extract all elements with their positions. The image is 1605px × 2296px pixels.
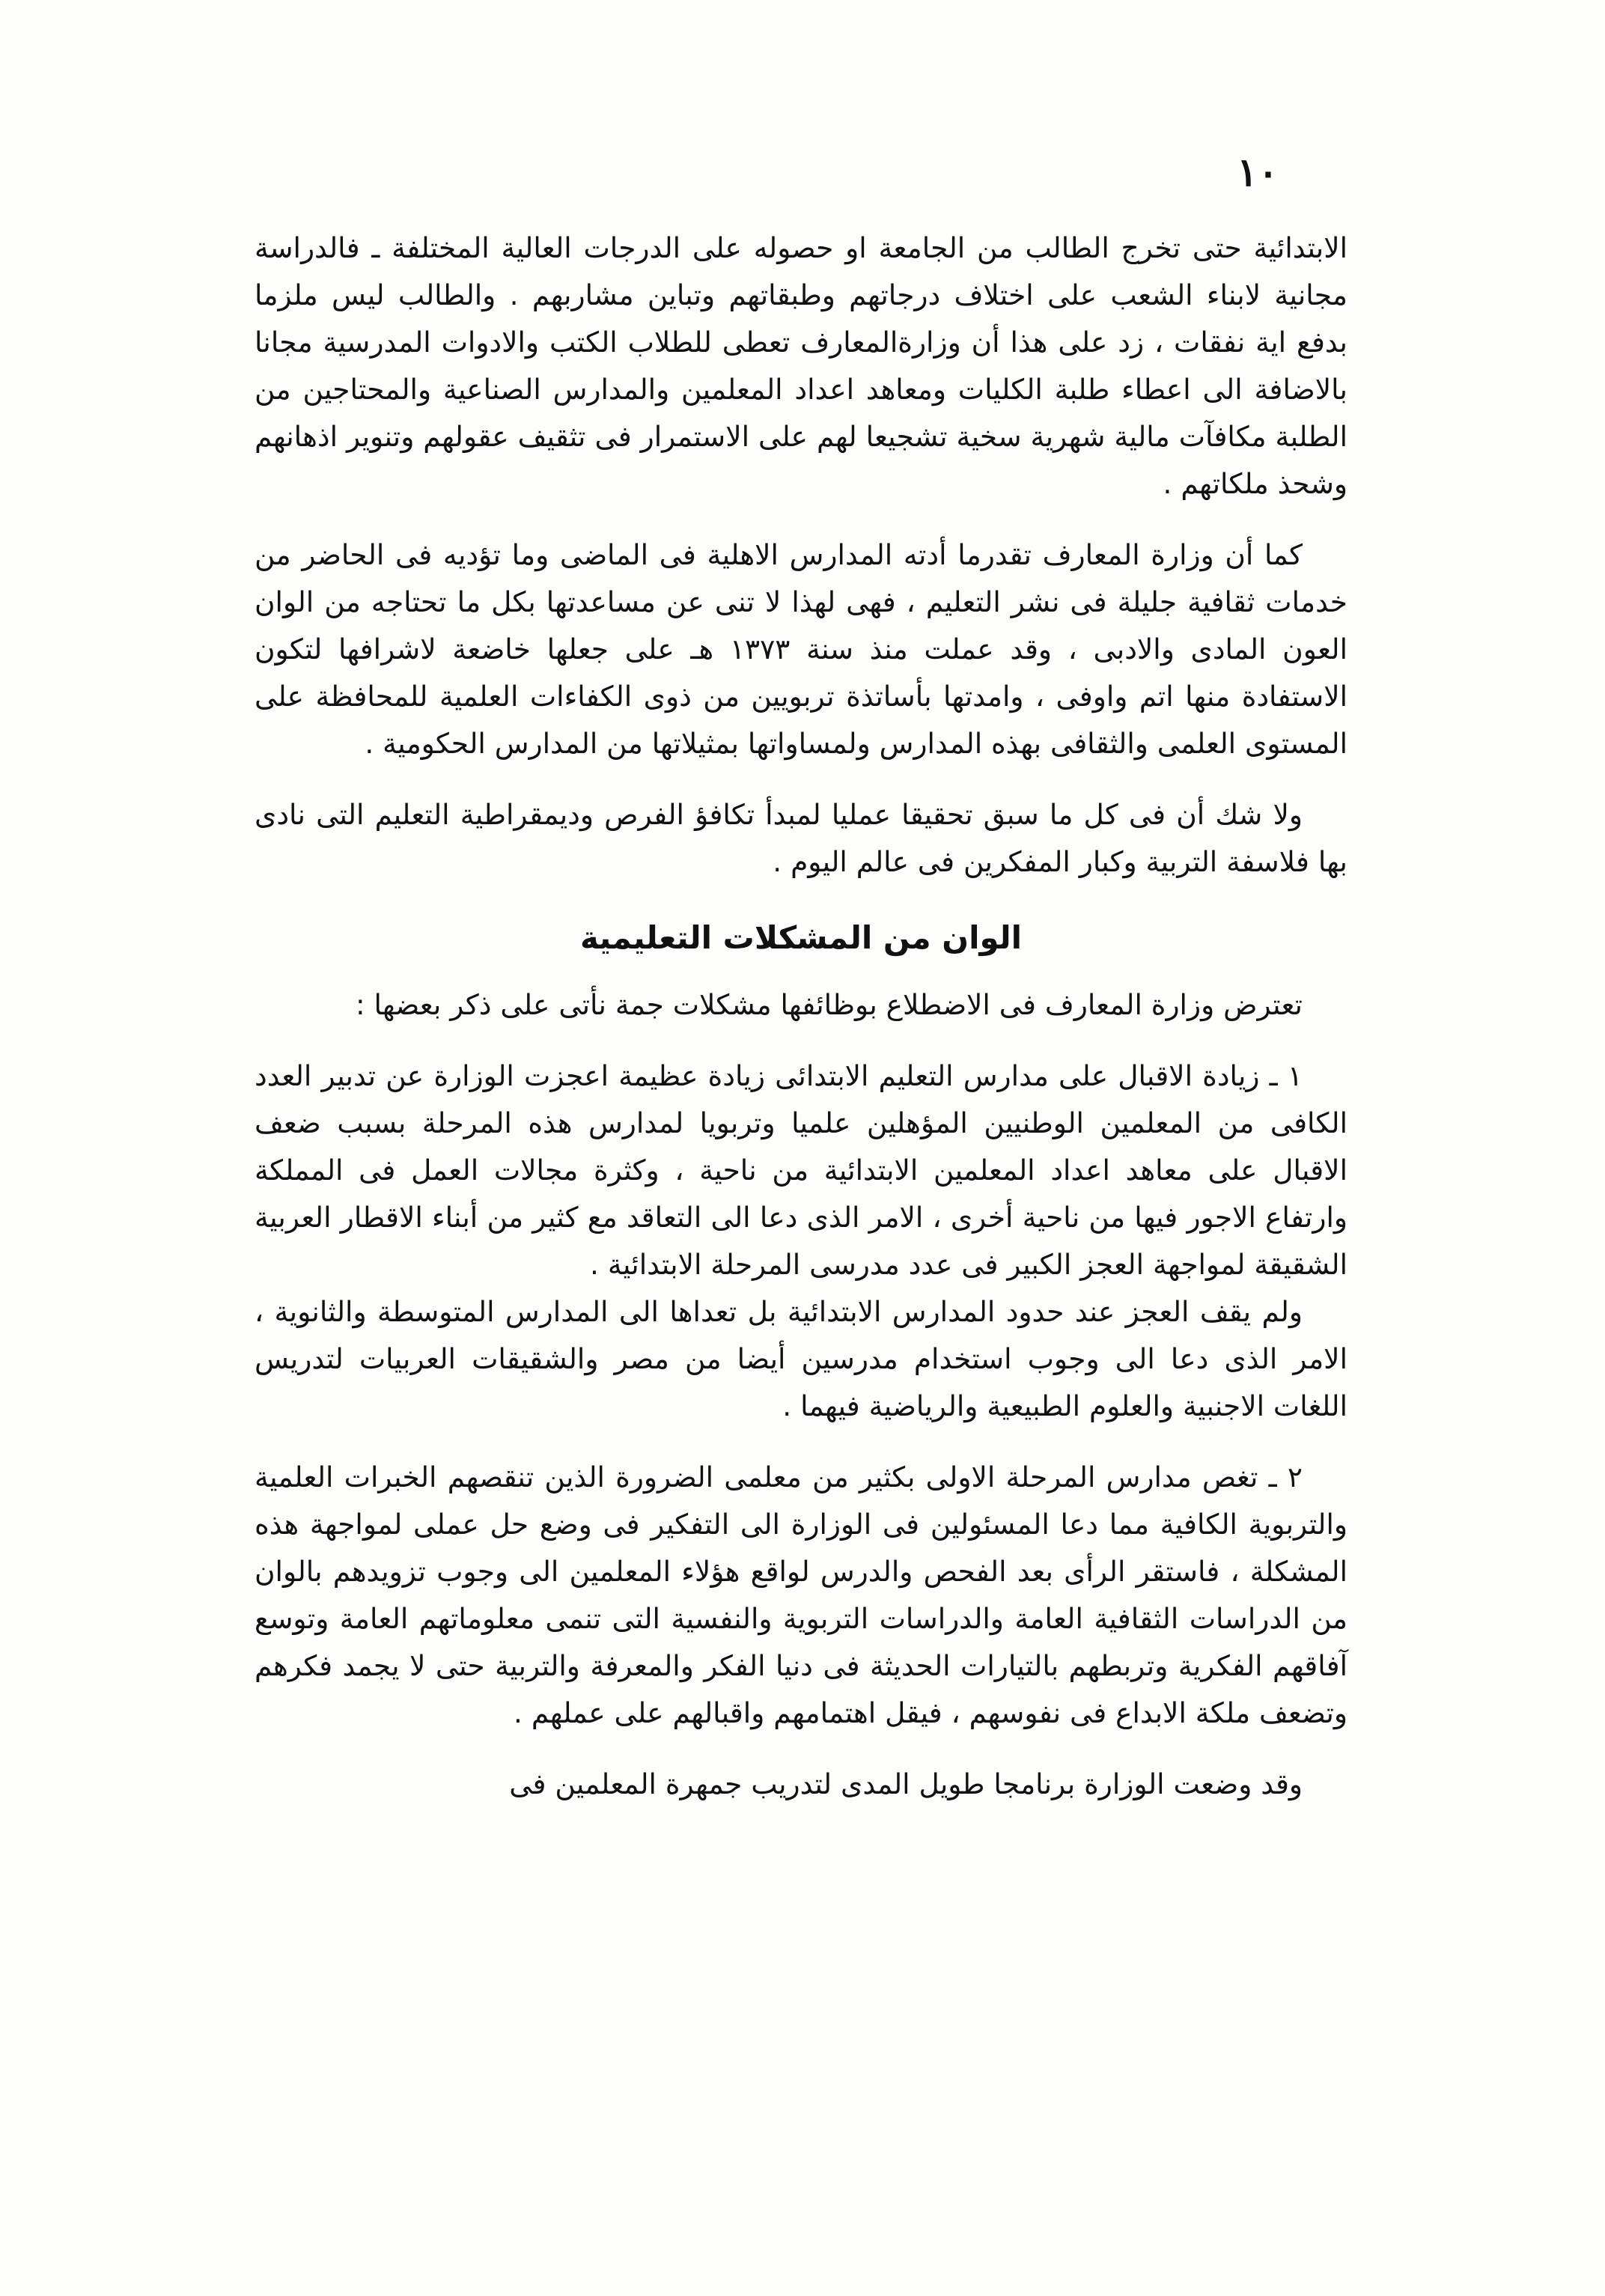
paragraph-problem-1: ١ ـ زيادة الاقبال على مدارس التعليم الابتدائى زيادة عظيمة اعجزت الوزارة عن تدبير العدد الكافى من المعلمين الوطنيين المؤهلين علميا وتربويا لمدارس هذه المرحلة بسبب ضعف الاقبال على معاهد اعداد المعلمين الابتدائية من ناحية ، وكثرة مجالات العمل فى المملكة وارتفاع الاجور فيها من ناحية أخرى ، الامر الذى دعا الى التعاقد مع كثير من أبناء الاقطار العربية الشقيقة لمواجهة العجز الكبير فى عدد مدرسى المرحلة الابتدائية . (255, 1059, 1347, 1281)
page-number: ١٠ (1237, 150, 1279, 195)
paragraph-equal-opportunity: ولا شك أن فى كل ما سبق تحقيقا عمليا لمبدأ تكافؤ الفرص وديمقراطية التعليم التى نادى بها فلاسفة التربية وكبار المفكرين فى عالم اليوم . (255, 798, 1347, 878)
paragraph-problem-2: ٢ ـ تغص مدارس المرحلة الاولى بكثير من معلمى الضرورة الذين تنقصهم الخبرات العلمية والتربوية الكافية مما دعا المسئولين فى الوزارة الى التفكير فى وضع حل عملى لمواجهة هذه المشكلة ، فاستقر الرأى بعد الفحص والدرس لواقع هؤلاء المعلمين الى وجوب تزويدهم بالوان من الدراسات الثقافية العامة والدراسات التربوية والنفسية التى تنمى معلوماتهم العامة وتوسع آفاقهم الفكرية وتربطهم بالتيارات الحديثة فى دنيا الفكر والمعرفة والتربية حتى لا يجمد فكرهم وتضعف ملكة الابداع فى نفوسهم ، فيقل اهتمامهم واقبالهم على عملهم . (255, 1461, 1347, 1729)
paragraph-free-education: الابتدائية حتى تخرج الطالب من الجامعة او حصوله على الدرجات العالية المختلفة ـ فالدراسة مجانية لابناء الشعب على اختلاف درجاتهم وطبقاتهم وتباين مشاربهم . والطالب ليس ملزما بدفع اية نفقات ، زد على هذا أن وزارةالمعارف تعطى للطلاب الكتب والادوات المدرسية مجانا بالاضافة الى اعطاء طلبة الكليات ومعاهد اعداد المعلمين والمدارس الصناعية والمحتاجين من الطلبة مكافآت مالية شهرية سخية تشجيعا لهم على الاستمرار فى تثقيف عقولهم وتنوير اذهانهم وشحذ ملكاتهم . (255, 231, 1347, 500)
section-heading: الوان من المشكلات التعليمية (579, 919, 1023, 956)
paragraph-problems-intro: تعترض وزارة المعارف فى الاضطلاع بوظائفها مشكلات جمة نأتى على ذكر بعضها : (355, 988, 1303, 1021)
paragraph-private-schools: كما أن وزارة المعارف تقدرما أدته المدارس الاهلية فى الماضى وما تؤديه فى الحاضر من خدمات ثقافية جليلة فى نشر التعليم ، فهى لهذا لا تنى عن مساعدتها بكل ما تحتاجه من الوان العون المادى والادبى ، وقد عملت منذ سنة ١٣٧٣ هـ على جعلها خاضعة لاشرافها لتكون الاستفادة منها اتم واوفى ، وامدتها بأساتذة تربويين من ذوى الكفاءات العلمية للمحافظة على المستوى العلمى والثقافى بهذه المدارس ولمساواتها بمثيلاتها من المدارس الحكومية . (255, 538, 1348, 760)
page-body (255, 225, 1347, 1808)
paragraph-training-program: وقد وضعت الوزارة برنامجا طويل المدى لتدريب جمهرة المعلمين فى (509, 1767, 1303, 1800)
paragraph-problem-1-continued: ولم يقف العجز عند حدود المدارس الابتدائية بل تعداها الى المدارس المتوسطة والثانوية ، الامر الذى دعا الى وجوب استخدام مدرسين أيضا من مصر والشقيقات العربيات لتدريس اللغات الاجنبية والعلوم الطبيعية والرياضية فيهما . (255, 1295, 1347, 1422)
